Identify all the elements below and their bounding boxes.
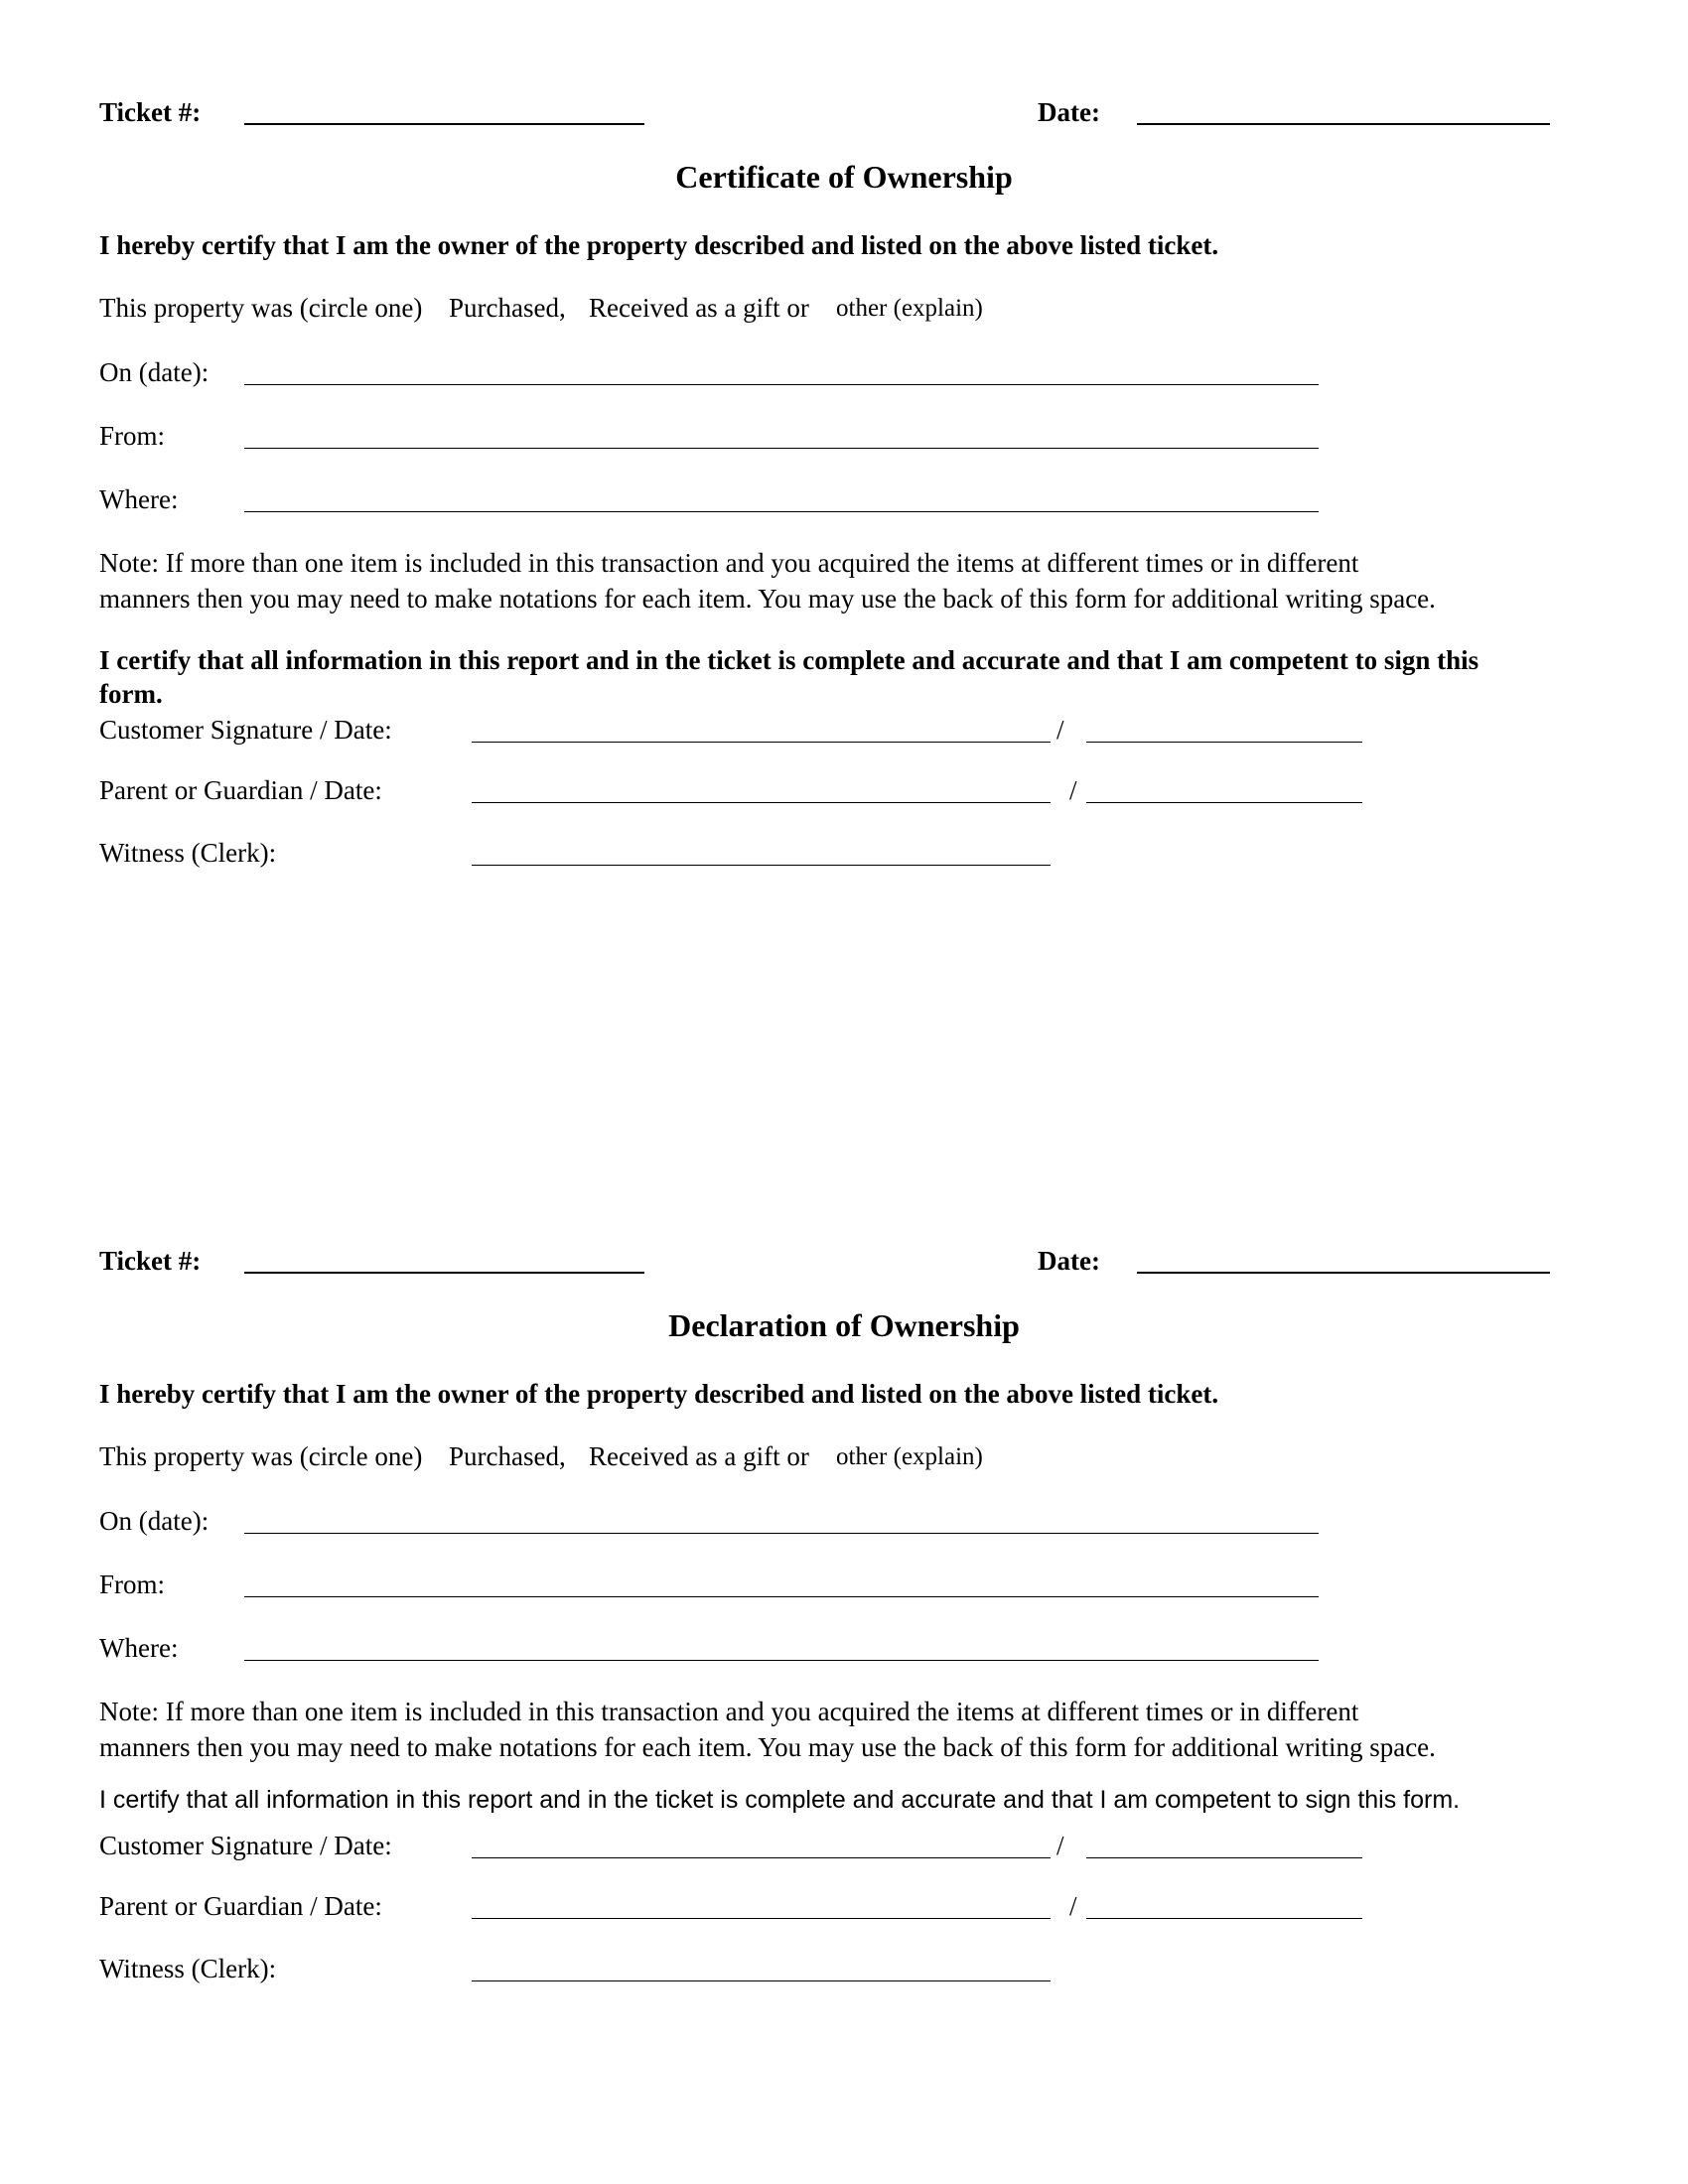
slash-separator: / xyxy=(1056,715,1064,745)
parent-signature-field[interactable] xyxy=(472,802,1051,803)
customer-signature-label: Customer Signature / Date: xyxy=(99,715,392,745)
property-was-label: This property was (circle one) xyxy=(99,293,423,323)
option-purchased[interactable]: Purchased, xyxy=(449,293,566,323)
option-purchased[interactable]: Purchased, xyxy=(449,1441,566,1471)
ticket-number-field[interactable] xyxy=(244,1272,644,1274)
option-gift[interactable]: Received as a gift or xyxy=(589,293,809,323)
customer-signature-field[interactable] xyxy=(472,1857,1051,1858)
parent-date-field[interactable] xyxy=(1086,1918,1362,1919)
note-line-1: Note: If more than one item is included in this transaction and you acquired the items at different times or in different xyxy=(99,548,1359,578)
ticket-number-field[interactable] xyxy=(244,123,644,125)
option-gift[interactable]: Received as a gift or xyxy=(589,1441,809,1471)
note-line-2: manners then you may need to make notations for each item. You may use the back of this form for additional writing space. xyxy=(99,1732,1436,1762)
customer-signature-field[interactable] xyxy=(472,742,1051,743)
certify-info-statement: I certify that all information in this report and in the ticket is complete and accurate and that I am competent to sign this form. xyxy=(99,1786,1461,1814)
parent-date-field[interactable] xyxy=(1086,802,1362,803)
customer-date-field[interactable] xyxy=(1086,1857,1362,1858)
witness-field[interactable] xyxy=(472,1980,1051,1981)
witness-label: Witness (Clerk): xyxy=(99,1954,277,1983)
from-field[interactable] xyxy=(244,1596,1319,1597)
parent-guardian-label: Parent or Guardian / Date: xyxy=(99,775,382,805)
note-line-1: Note: If more than one item is included in this transaction and you acquired the items at different times or in different xyxy=(99,1697,1359,1726)
on-date-label: On (date): xyxy=(99,357,210,387)
date-field[interactable] xyxy=(1137,1272,1550,1274)
certify-info-statement: I certify that all information in this report and in the ticket is complete and accurate and that I am competent to sign this form. xyxy=(99,645,1479,709)
from-label: From: xyxy=(99,1570,166,1599)
form-title: Certificate of Ownership xyxy=(675,159,1013,195)
form-title: Declaration of Ownership xyxy=(668,1307,1020,1343)
on-date-field[interactable] xyxy=(244,1533,1319,1534)
on-date-field[interactable] xyxy=(244,384,1319,385)
ticket-label: Ticket #: xyxy=(99,97,202,127)
date-label: Date: xyxy=(1038,97,1100,127)
option-other[interactable]: other (explain) xyxy=(836,295,983,322)
witness-label: Witness (Clerk): xyxy=(99,838,277,868)
where-label: Where: xyxy=(99,1633,179,1663)
where-label: Where: xyxy=(99,484,179,514)
slash-separator: / xyxy=(1069,1891,1077,1921)
on-date-label: On (date): xyxy=(99,1506,210,1536)
parent-guardian-label: Parent or Guardian / Date: xyxy=(99,1891,382,1921)
slash-separator: / xyxy=(1056,1831,1064,1860)
slash-separator: / xyxy=(1069,775,1077,805)
note-line-2: manners then you may need to make notations for each item. You may use the back of this form for additional writing space. xyxy=(99,584,1436,614)
customer-signature-label: Customer Signature / Date: xyxy=(99,1831,392,1860)
date-label: Date: xyxy=(1038,1246,1100,1276)
customer-date-field[interactable] xyxy=(1086,742,1362,743)
where-field[interactable] xyxy=(244,511,1319,512)
where-field[interactable] xyxy=(244,1660,1319,1661)
certify-owner-statement: I hereby certify that I am the owner of the property described and listed on the above listed ticket. xyxy=(99,1379,1219,1409)
certify-owner-statement: I hereby certify that I am the owner of the property described and listed on the above listed ticket. xyxy=(99,230,1219,260)
ticket-label: Ticket #: xyxy=(99,1246,202,1276)
witness-field[interactable] xyxy=(472,865,1051,866)
date-field[interactable] xyxy=(1137,123,1550,125)
parent-signature-field[interactable] xyxy=(472,1918,1051,1919)
certificate-form xyxy=(0,0,1688,933)
declaration-form xyxy=(0,1144,1688,2077)
property-was-label: This property was (circle one) xyxy=(99,1441,423,1471)
option-other[interactable]: other (explain) xyxy=(836,1443,983,1470)
from-label: From: xyxy=(99,421,166,451)
from-field[interactable] xyxy=(244,448,1319,449)
